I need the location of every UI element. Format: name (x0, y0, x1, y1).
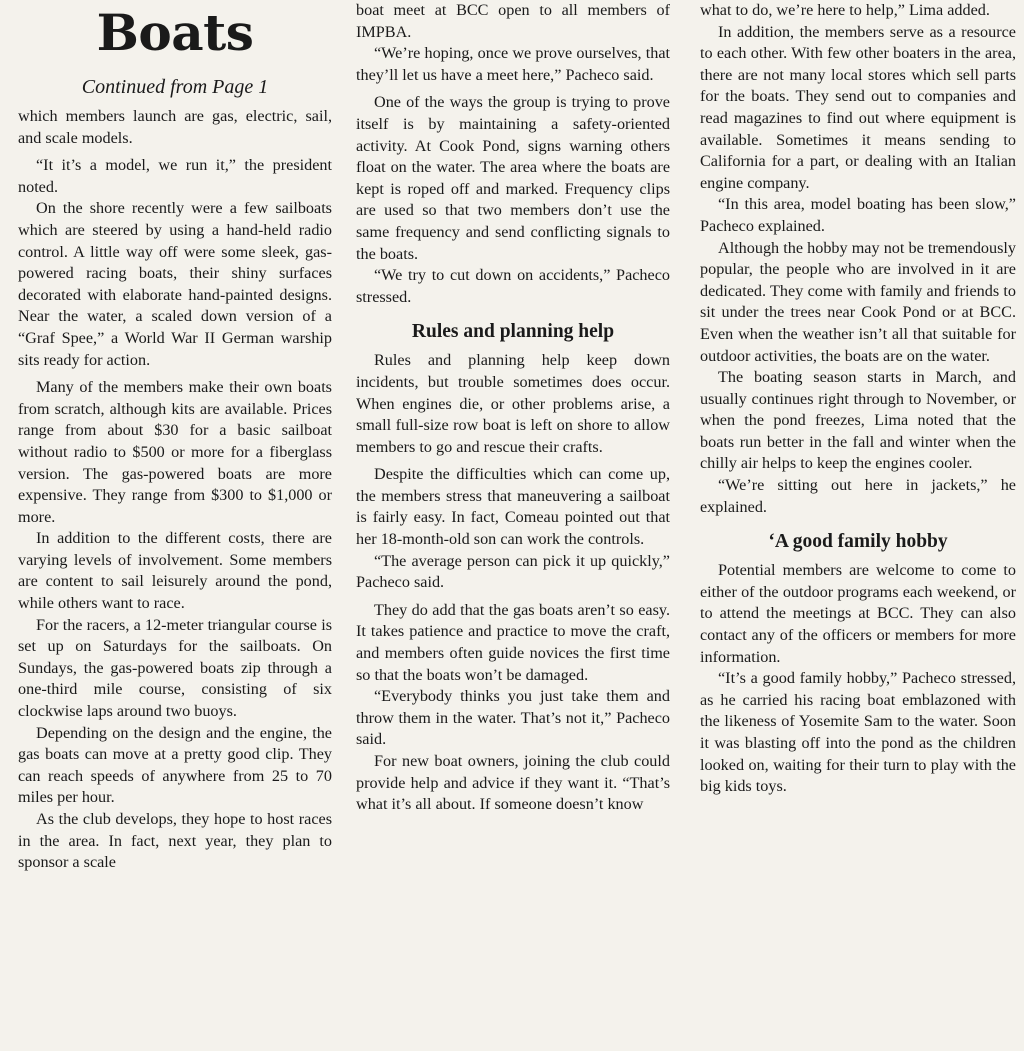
paragraph: Potential members are welcome to come to either of the outdoor programs each weekend, or to attend the meetings at BCC. They can also contact any of the officers or members for more information. (700, 561, 1016, 666)
paragraph: In addition, the members serve as a resource to each other. With few other boaters in the area, there are not many local stores which sell parts for the boats. They send out to companies and read magazines to find out where equipment is available. Sometimes it means sending to California for a part, or dealing with an Italian engine company. (700, 22, 1016, 192)
paragraph: boat meet at BCC open to all members of IMPBA. (356, 1, 670, 41)
paragraph: As the club develops, they hope to host races in the area. In fact, next year, they plan to sponsor a scale (18, 810, 332, 872)
paragraph: Many of the members make their own boats from scratch, although kits are available. Prices range from about $30 for a basic sailboat without radio to $500 or more for a fiberglass version. The gas-powered boats are more expensive. They range from $300 to $1,000 or more. (18, 378, 332, 526)
subheading: ‘A good family hobby (768, 531, 948, 553)
continued-line: Continued from Page 1 (81, 76, 269, 98)
paragraph: “It’s a good family hobby,” Pacheco stressed, as he carried his racing boat emblazoned with the likeness of Yosemite Sam to the water. Soon it was blasting off into the pond as the children looked on, waiting for their turn to play with the big kids toys. (700, 669, 1016, 796)
paragraph: “We’re hoping, once we prove ourselves, that they’ll let us have a meet here,” Pacheco said. (356, 44, 670, 84)
paragraph: “We’re sitting out here in jackets,” he explained. (700, 476, 1016, 516)
paragraph: “It it’s a model, we run it,” the president noted. (18, 156, 332, 196)
paragraph: On the shore recently were a few sailboats which are steered by using a hand-held radio control. A little way off were some sleek, gas-powered racing boats, their shiny surfaces decorated with elaborate hand-painted designs. Near the water, a scaled down version of a “Graf Spee,” a World War II German warship sits ready for action. (18, 199, 332, 369)
article-column-1 (18, 0, 332, 1051)
paragraph: “Everybody thinks you just take them and throw them in the water. That’s not it,” Pacheco said. (356, 687, 670, 749)
article-column-2 (356, 0, 670, 1051)
paragraph: “In this area, model boating has been slow,” Pacheco explained. (700, 195, 1016, 235)
paragraph: which members launch are gas, electric, sail, and scale models. (18, 107, 332, 147)
paragraph: “The average person can pick it up quickly,” Pacheco said. (356, 551, 670, 592)
paragraph: what to do, we’re here to help,” Lima added. (700, 1, 990, 19)
paragraph: Despite the difficulties which can come up, the members stress that maneuvering a sailboat is fairly easy. In fact, Comeau pointed out that her 18-month-old son can work the controls. (356, 465, 670, 549)
paragraph: They do add that the gas boats aren’t so easy. It takes patience and practice to move the craft, and members often guide novices the first time so that the boats won’t be damaged. (356, 600, 670, 684)
paragraph: “We try to cut down on accidents,” Pacheco stressed. (356, 266, 670, 306)
paragraph: Depending on the design and the engine, the gas boats can move at a pretty good clip. They can reach speeds of anywhere from 25 to 70 miles per hour. (18, 723, 332, 807)
paragraph: One of the ways the group is trying to prove itself is by maintaining a safety-oriented activity. At Cook Pond, signs warning others float on the water. The area where the boats are kept is roped off and marked. Frequency clips are used so that two members don’t use the same frequency and send conflicting signals to the boats. (356, 93, 670, 263)
paragraph: The boating season starts in March, and usually continues right through to November, or when the pond freezes, Lima noted that the boats run better in the fall and winter when the chilly air helps to keep the engines cooler. (700, 368, 1016, 473)
paragraph: Although the hobby may not be tremendously popular, the people who are involved in it are dedicated. They come with family and friends to sit under the trees near Cook Pond or at BCC. Even when the weather isn’t all that suitable for outdoor activities, the boats are on the water. (700, 238, 1016, 365)
headline: Boats (96, 3, 254, 62)
paragraph: For new boat owners, joining the club could provide help and advice if they want it. “That’s what it’s all about. If someone doesn’t know (356, 752, 670, 814)
paragraph: In addition to the different costs, there are varying levels of involvement. Some members are content to sail leisurely around the pond, while others want to race. (18, 529, 332, 613)
paragraph: For the racers, a 12-meter triangular course is set up on Saturdays for the sailboats. On Sundays, the gas-powered boats zip through a one-third mile course, consisting of six clockwise laps around two buoys. (18, 615, 332, 721)
paragraph: Rules and planning help keep down incidents, but trouble sometimes does occur. When engines die, or other problems arise, a small full-size row boat is left on shore to allow members to go and rescue their crafts. (356, 351, 670, 456)
subheading: Rules and planning help (411, 321, 615, 343)
article-column-3 (700, 0, 1016, 1051)
